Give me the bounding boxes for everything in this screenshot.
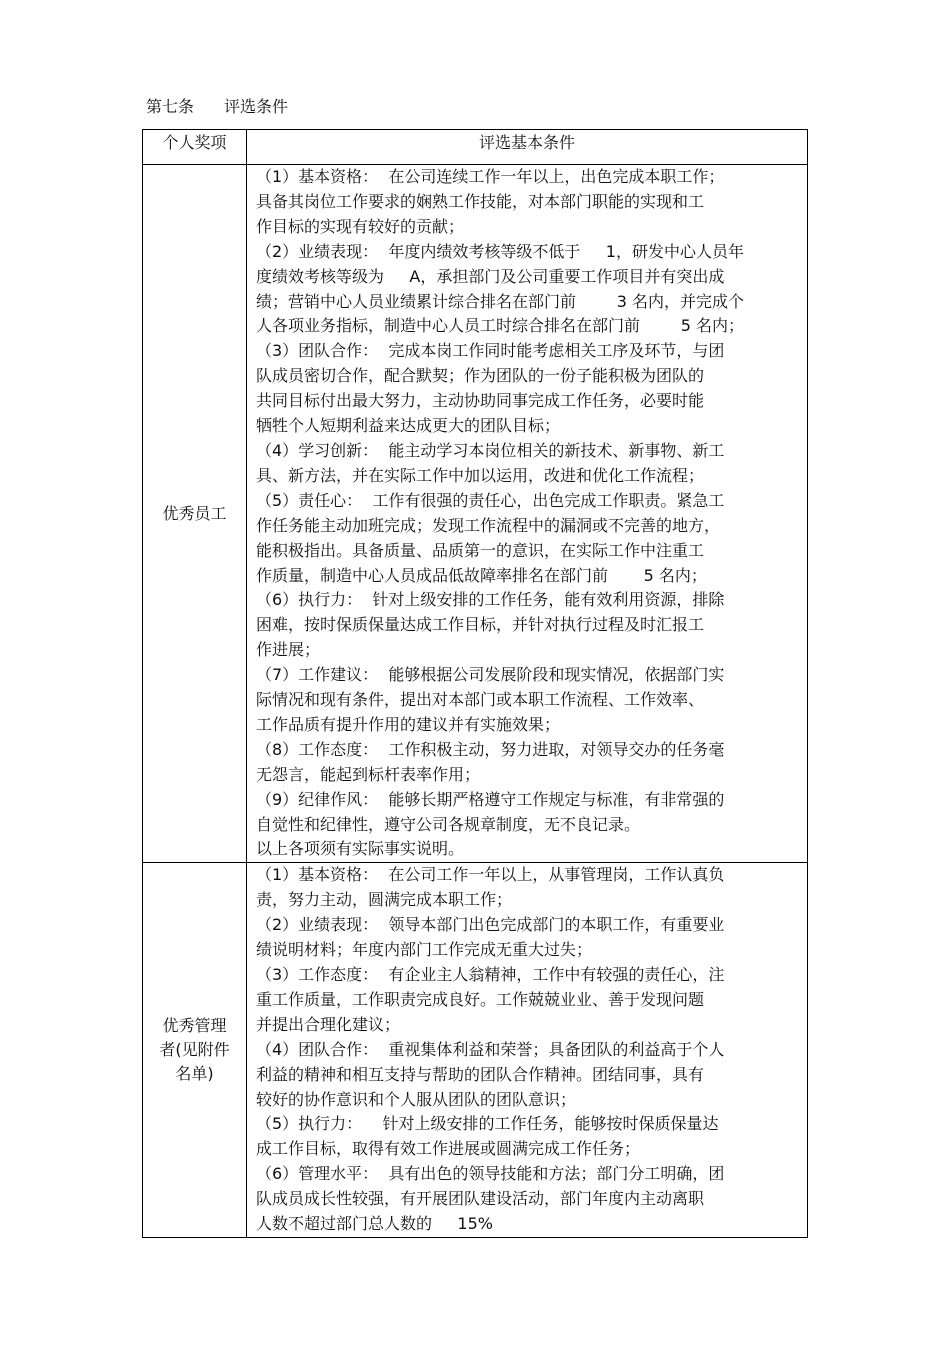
- header-award: 个人奖项: [143, 130, 247, 165]
- condition-line: 作质量，制造中心人员成品低故障率排名在部门前 5 名内；: [256, 565, 707, 585]
- condition-line: （2）业绩表现： 年度内绩效考核等级不低于 1，研发中心人员年: [256, 241, 744, 261]
- condition-line: 具、新方法，并在实际工作中加以运用，改进和优化工作流程；: [256, 465, 705, 485]
- condition-line: 较好的协作意识和个人服从团队的团队意识；: [256, 1089, 577, 1109]
- condition-line: 绩；营销中心人员业绩累计综合排名在部门前 3 名内，并完成个: [256, 291, 744, 311]
- condition-line: 人各项业务指标，制造中心人员工时综合排名在部门前 5 名内；: [256, 316, 744, 336]
- condition-line: 际情况和现有条件，提出对本部门或本职工作流程、工作效率、: [256, 690, 705, 710]
- condition-line: 人数不超过部门总人数的 15%: [256, 1214, 493, 1234]
- condition-line: 作任务能主动加班完成；发现工作流程中的漏洞或不完善的地方，: [256, 515, 721, 535]
- award-name-line: 者(见附件: [159, 1040, 230, 1060]
- condition-line: （1）基本资格： 在公司工作一年以上，从事管理岗，工作认真负: [256, 865, 725, 885]
- condition-line: 利益的精神和相互支持与帮助的团队合作精神。团结同事，具有: [256, 1064, 705, 1084]
- header-conditions: 评选基本条件: [247, 130, 808, 165]
- condition-line: 困难，按时保质保量达成工作目标，并针对执行过程及时汇报工: [256, 615, 705, 635]
- award-name: [143, 863, 247, 1238]
- condition-line: （6）执行力： 针对上级安排的工作任务，能有效利用资源，排除: [256, 590, 725, 610]
- condition-line: 责，努力主动，圆满完成本职工作；: [256, 890, 513, 910]
- condition-line: 队成员密切合作，配合默契；作为团队的一份子能积极为团队的: [256, 366, 705, 386]
- condition-line: （9）纪律作风： 能够长期严格遵守工作规定与标准，有非常强的: [256, 789, 725, 809]
- condition-line: （1）基本资格： 在公司连续工作一年以上，出色完成本职工作；: [256, 167, 725, 186]
- table-row: [143, 165, 808, 863]
- condition-line: （8）工作态度： 工作积极主动，努力进取，对领导交办的任务毫: [256, 739, 725, 759]
- article-number: 第七条: [146, 97, 195, 116]
- condition-line: 队成员成长性较强，有开展团队建设活动，部门年度内主动离职: [256, 1189, 705, 1209]
- criteria-table: [142, 129, 808, 1238]
- condition-line: （7）工作建议： 能够根据公司发展阶段和现实情况，依据部门实: [256, 665, 725, 685]
- award-name-line: 名单): [175, 1064, 214, 1084]
- condition-line: 共同目标付出最大努力，主动协助同事完成工作任务，必要时能: [256, 391, 705, 411]
- article-heading: [146, 96, 288, 118]
- condition-line: 工作品质有提升作用的建议并有实施效果；: [256, 714, 561, 734]
- condition-line: （2）业绩表现： 领导本部门出色完成部门的本职工作，有重要业: [256, 915, 725, 935]
- condition-line: 作进展；: [256, 640, 321, 660]
- condition-line: （3）团队合作： 完成本岗工作同时能考虑相关工序及环节，与团: [256, 341, 725, 361]
- condition-line: （4）学习创新： 能主动学习本岗位相关的新技术、新事物、新工: [256, 440, 725, 460]
- condition-line: （6）管理水平： 具有出色的领导技能和方法；部门分工明确，团: [256, 1164, 725, 1184]
- condition-line: 度绩效考核等级为 A，承担部门及公司重要工作项目并有突出成: [256, 266, 725, 286]
- condition-line: 具备其岗位工作要求的娴熟工作技能，对本部门职能的实现和工: [256, 191, 705, 211]
- condition-line: 作目标的实现有较好的贡献；: [256, 216, 465, 236]
- condition-line: 并提出合理化建议；: [256, 1014, 401, 1034]
- conditions-cell: [247, 863, 808, 1238]
- condition-line: 自觉性和纪律性，遵守公司各规章制度，无不良记录。: [256, 814, 641, 834]
- condition-line: （5）执行力： 针对上级安排的工作任务，能够按时保质保量达: [256, 1114, 719, 1134]
- condition-line: 重工作质量，工作职责完成良好。工作兢兢业业、善于发现问题: [256, 989, 705, 1009]
- award-name-line: 优秀管理: [162, 1016, 227, 1036]
- condition-line: 能积极指出。具备质量、品质第一的意识，在实际工作中注重工: [256, 540, 705, 560]
- condition-line: （3）工作态度： 有企业主人翁精神，工作中有较强的责任心，注: [256, 965, 725, 984]
- condition-line: 无怨言，能起到标杆表率作用；: [256, 764, 481, 784]
- condition-line: 成工作目标，取得有效工作进展或圆满完成工作任务；: [256, 1139, 641, 1159]
- condition-line: 牺牲个人短期利益来达成更大的团队目标；: [256, 416, 561, 436]
- condition-line: （5）责任心： 工作有很强的责任心，出色完成工作职责。紧急工: [256, 490, 725, 510]
- article-title: 评选条件: [224, 97, 289, 116]
- condition-line: 绩说明材料；年度内部门工作完成无重大过失；: [256, 940, 593, 960]
- award-name: 优秀员工: [143, 165, 247, 863]
- table-row: [143, 863, 808, 1238]
- conditions-cell: [247, 165, 808, 863]
- table-header-row: [143, 130, 808, 165]
- condition-line: 以上各项须有实际事实说明。: [256, 839, 465, 859]
- condition-line: （4）团队合作： 重视集体利益和荣誉；具备团队的利益高于个人: [256, 1039, 725, 1059]
